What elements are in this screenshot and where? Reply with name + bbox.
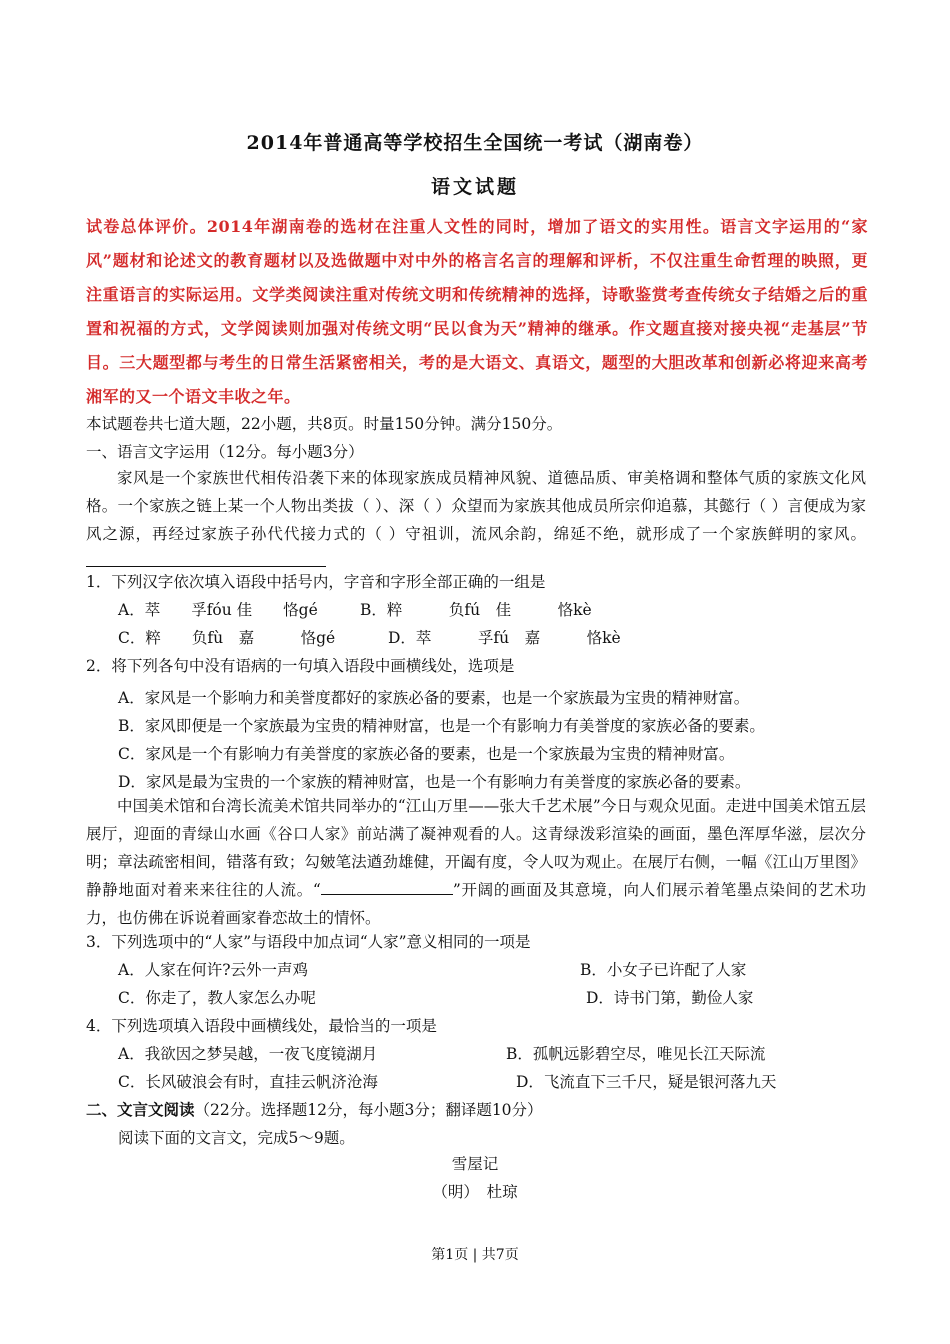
exam-intro: 本试题卷共七道大题，22小题，共8页。时量150分钟。满分150分。 — [86, 415, 563, 433]
question-4-option-a: A．我欲因之梦吴越，一夜飞度镜湖月 — [118, 1045, 378, 1063]
question-4-option-c: C．长风破浪会有时，直挂云帆济沧海 — [118, 1073, 378, 1091]
question-2-stem: 2．将下列各句中没有语病的一句填入语段中画横线处，选项是 — [86, 657, 515, 675]
section1-heading: 一、语言文字运用（12分。每小题3分） — [86, 443, 364, 461]
answer-blank — [321, 880, 453, 895]
question-3-option-b: B．小女子已许配了人家 — [580, 961, 747, 979]
question-4-stem: 4．下列选项填入语段中画横线处，最恰当的一项是 — [86, 1017, 437, 1035]
classical-text-title: 雪屋记 — [451, 1155, 499, 1173]
passage-exhibition-text-b: ”开阔的画面及其意境，向人们展示着笔墨点染间的艺术功力，也仿佛在诉说着画家眷恋故土的情怀。 — [86, 881, 866, 927]
exam-title: 2014年普通高等学校招生全国统一考试（湖南卷） — [246, 132, 704, 154]
section2-instruction: 阅读下面的文言文，完成5～9题。 — [118, 1129, 355, 1147]
question-1-option-d: D．萃 孚fú 嘉 恪kè — [388, 629, 621, 647]
review-paragraph: 试卷总体评价。2014年湖南卷的选材在注重人文性的同时，增加了语文的实用性。语言文字运用的“家风”题材和论述文的教育题材以及选做题中对中外的格言名言的理解和评析，不仅注重生命哲理的映照，更注重语言的实际运用。文学类阅读注重对传统文明和传统精神的选择，诗歌鉴赏考查传统女子结婚之后的重置和祝福的方式，文学阅读则加强对传统文明“民以食为天”精神的继承。作文题直接对接央视“走基层”节目。三大题型都与考生的日常生活紧密相关，考的是大语文、真语文，题型的大胆改革和创新必将迎来高考湘军的又一个语文丰收之年。 — [86, 217, 868, 406]
classical-text-author: （明） 杜琼 — [432, 1183, 518, 1201]
exam-subtitle: 语文试题 — [430, 176, 519, 198]
question-1-option-b: B．粹 负fú 佳 恪kè — [360, 601, 592, 619]
question-4-option-b: B．孤帆远影碧空尽，唯见长江天际流 — [506, 1045, 766, 1063]
section2-heading-bold: 二、文言文阅读 — [86, 1100, 195, 1119]
question-1-option-c: C．粹 负fù 嘉 恪gé — [118, 629, 336, 647]
question-4-option-d: D．飞流直下三千尺，疑是银河落九天 — [516, 1073, 777, 1091]
passage-exhibition — [86, 792, 866, 932]
answer-blank — [86, 552, 326, 567]
question-3-option-c: C．你走了，教人家怎么办呢 — [118, 989, 316, 1007]
question-1-option-a: A．萃 孚fóu 佳 恪gé — [118, 601, 318, 619]
question-3-option-d: D．诗书门第，勤俭人家 — [586, 989, 754, 1007]
question-1-stem: 1．下列汉字依次填入语段中括号内，字音和字形全部正确的一组是 — [86, 573, 546, 591]
question-3-stem: 3．下列选项中的“人家”与语段中加点词“人家”意义相同的一项是 — [86, 933, 531, 951]
passage-family-style — [86, 464, 866, 576]
page-footer: 第1页 | 共7页 — [431, 1247, 519, 1263]
question-2-option-c: C．家风是一个有影响力有美誉度的家族必备的要素，也是一个家族最为宝贵的精神财富。 — [118, 745, 735, 763]
passage-exhibition-text-a: 中国美术馆和台湾长流美术馆共同举办的“江山万里——张大千艺术展”今日与观众见面。走进中国美术馆五层展厅，迎面的青绿山水画《谷口人家》前站满了凝神观看的人。这青绿泼彩渲染的画面，墨色浑厚华滋，层次分明；章法疏密相间，错落有致；勾皴笔法遒劲雄健，开阖有度，令人叹为观止。在展厅右侧，一幅《江山万里图》静静地面对着来来往往的人流。“ — [86, 797, 866, 899]
question-2-option-d: D．家风是最为宝贵的一个家族的精神财富，也是一个有影响力有美誉度的家族必备的要素。 — [118, 773, 751, 791]
question-2-option-b: B．家风即便是一个家族最为宝贵的精神财富，也是一个有影响力有美誉度的家族必备的要素。 — [118, 717, 765, 735]
section2-heading — [86, 1098, 543, 1120]
question-2-option-a: A．家风是一个影响力和美誉度都好的家族必备的要素，也是一个家族最为宝贵的精神财富。 — [118, 689, 750, 707]
passage-family-style-text: 家风是一个家族世代相传沿袭下来的体现家族成员精神风貌、道德品质、审美格调和整体气质的家族文化风格。一个家族之链上某一个人物出类拔（ ）、深（ ）众望而为家族其他成员所宗仰追慕，其懿行（ ）言便成为家风之源，再经过家族子孙代代接力式的（ ）守祖训，流风余韵，绵延不绝，就形成了一个家族鲜明的家风。 — [86, 469, 866, 543]
question-3-option-a: A．人家在何许?云外一声鸡 — [118, 961, 309, 979]
section2-heading-detail: （22分。选择题12分，每小题3分；翻译题10分） — [194, 1101, 543, 1119]
